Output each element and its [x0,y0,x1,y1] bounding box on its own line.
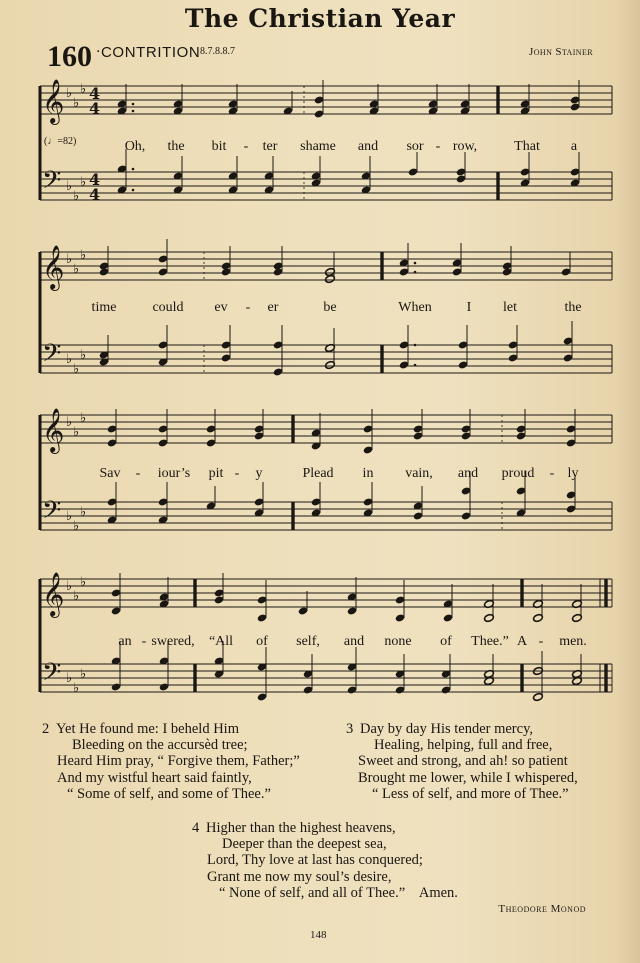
page-number: 148 [310,929,327,941]
composer: John Stainer [529,46,593,58]
dot-icon [132,189,135,192]
tune-dot: · [96,44,101,60]
flat-icon: ♭ [66,509,73,524]
lyric-syllable: Oh, [124,139,146,154]
lyric-syllable: - [435,139,441,154]
lyric-syllable: sor [406,139,424,154]
lyric-syllable: and [457,466,479,481]
flat-icon: ♭ [66,671,73,686]
flat-icon: ♭ [66,415,73,430]
flat-icon: ♭ [80,348,87,363]
bass-clef-icon: 𝄢 [42,658,62,693]
meter: 8.7.8.8.7 [200,46,235,57]
lyric-syllable: - [234,466,240,481]
verse-line: 2 Yet He found me: I beheld Him [42,721,239,737]
lyric-syllable: could [152,300,184,315]
dot-icon [132,110,135,113]
lyric-syllable: Thee.” [471,634,509,649]
lyric-syllable: “All [208,634,234,649]
bass-clef-icon: 𝄢 [42,496,62,531]
lyric-syllable: of [440,634,452,649]
verse-line: Deeper than the deepest sea, [222,836,387,853]
verse-line: And my wistful heart said faintly, [57,769,252,786]
dot-icon [414,262,417,265]
verse-3 [346,721,578,802]
flat-icon: ♭ [66,252,73,267]
dot-icon [414,271,417,274]
dot-icon [414,344,417,347]
lyric-syllable: - [243,139,249,154]
time-signature: 4 [89,185,101,204]
flat-icon: ♭ [80,505,87,520]
hymn-number: 160 [47,40,92,73]
lyric-syllable: time [91,300,117,315]
verse-line: 4 Higher than the highest heavens, [192,820,396,836]
lyric-syllable: shame [300,139,336,154]
dot-icon [132,103,135,106]
treble-clef-icon: 𝄞 [42,408,65,452]
verse-line: “ Some of self, and some of Thee.” [67,785,271,802]
verse-line: 3 Day by day His tender mercy, [346,721,534,737]
lyric-syllable: proud [501,466,535,481]
tempo-marking: (♩=82) [44,136,77,147]
flat-icon: ♭ [73,425,80,440]
lyric-syllable: ly [567,466,579,481]
lyric-syllable: swered, [151,634,195,649]
flat-icon: ♭ [73,189,80,204]
flat-icon: ♭ [80,575,87,590]
lyric-syllable: ev [214,300,228,315]
verse-line: Grant me now my soul’s desire, [207,868,392,885]
lyric-syllable: self, [296,634,320,649]
flat-icon: ♭ [80,175,87,190]
bass-clef-icon: 𝄢 [42,339,62,374]
flat-icon: ♭ [73,362,80,377]
lyric-syllable: y [255,466,263,481]
flat-icon: ♭ [73,519,80,534]
lyric-syllable: er [267,300,279,315]
time-signature: 4 [89,84,101,103]
flat-icon: ♭ [73,589,80,604]
lyric-syllable: Plead [302,466,334,481]
flat-icon: ♭ [80,248,87,263]
lyric-syllable: pit [208,466,224,481]
verse-2 [42,721,300,802]
verse-line: Lord, Thy love at last has conquered; [207,852,423,869]
lyric-syllable: and [343,634,365,649]
verse-line: Healing, helping, full and free, [374,737,553,754]
lyric-syllable: When [398,300,432,315]
lyric-syllable: - [549,466,555,481]
lyric-syllable: I [466,300,472,315]
lyric-syllable: iour’s [157,466,191,481]
treble-clef-icon: 𝄞 [42,245,65,289]
lyric-syllable: an [118,634,132,649]
flat-icon: ♭ [73,96,80,111]
flat-icon: ♭ [80,82,87,97]
lyric-syllable: none [384,634,412,649]
verse-line: Heard Him pray, “ Forgive them, Father;” [57,753,300,770]
tune-name: CONTRITION [101,44,201,61]
lyric-syllable: row, [452,139,478,154]
lyric-syllable: Sav [99,466,121,481]
flat-icon: ♭ [80,411,87,426]
lyric-syllable: - [245,300,251,315]
lyric-syllable: - [538,634,544,649]
flat-icon: ♭ [66,579,73,594]
lyric-syllable: ter [262,139,278,154]
bass-clef-icon: 𝄢 [42,166,62,201]
flat-icon: ♭ [66,86,73,101]
lyric-syllable: That [514,139,540,154]
dot-icon [414,364,417,367]
lyric-syllable: vain, [405,466,433,481]
lyric-syllable: in [362,466,374,481]
verse-line: “ None of self, and all of Thee.” Amen. [219,884,458,901]
lyric-syllable: the [167,139,185,154]
lyric-syllable: let [503,300,517,315]
verse-line: “ Less of self, and more of Thee.” [372,785,569,802]
lyric-syllable: men. [559,634,587,649]
flat-icon: ♭ [73,262,80,277]
verse-4 [192,820,458,901]
lyric-syllable: A [516,634,528,649]
flat-icon: ♭ [66,352,73,367]
flat-icon: ♭ [80,667,87,682]
verse-line: Brought me lower, while I whispered, [358,769,578,786]
lyric-syllable: bit [211,139,227,154]
lyric-syllable: and [357,139,379,154]
flat-icon: ♭ [73,681,80,696]
lyric-syllable: - [135,466,141,481]
dot-icon [132,168,135,171]
running-head: The Christian Year [184,4,456,33]
treble-clef-icon: 𝄞 [42,79,65,123]
time-signature: 4 [89,99,101,118]
lyric-syllable: the [564,300,582,315]
time-signature: 4 [89,170,101,189]
text-author: Theodore Monod [498,903,586,915]
lyric-syllable: - [141,634,147,649]
lyric-syllable: be [323,300,337,315]
verse-line: Sweet and strong, and ah! so patient [358,753,568,770]
treble-clef-icon: 𝄞 [42,572,65,616]
flat-icon: ♭ [66,179,73,194]
lyric-syllable: of [256,634,268,649]
lyric-syllable: a [570,139,578,154]
verse-line: Bleeding on the accursèd tree; [72,737,248,754]
